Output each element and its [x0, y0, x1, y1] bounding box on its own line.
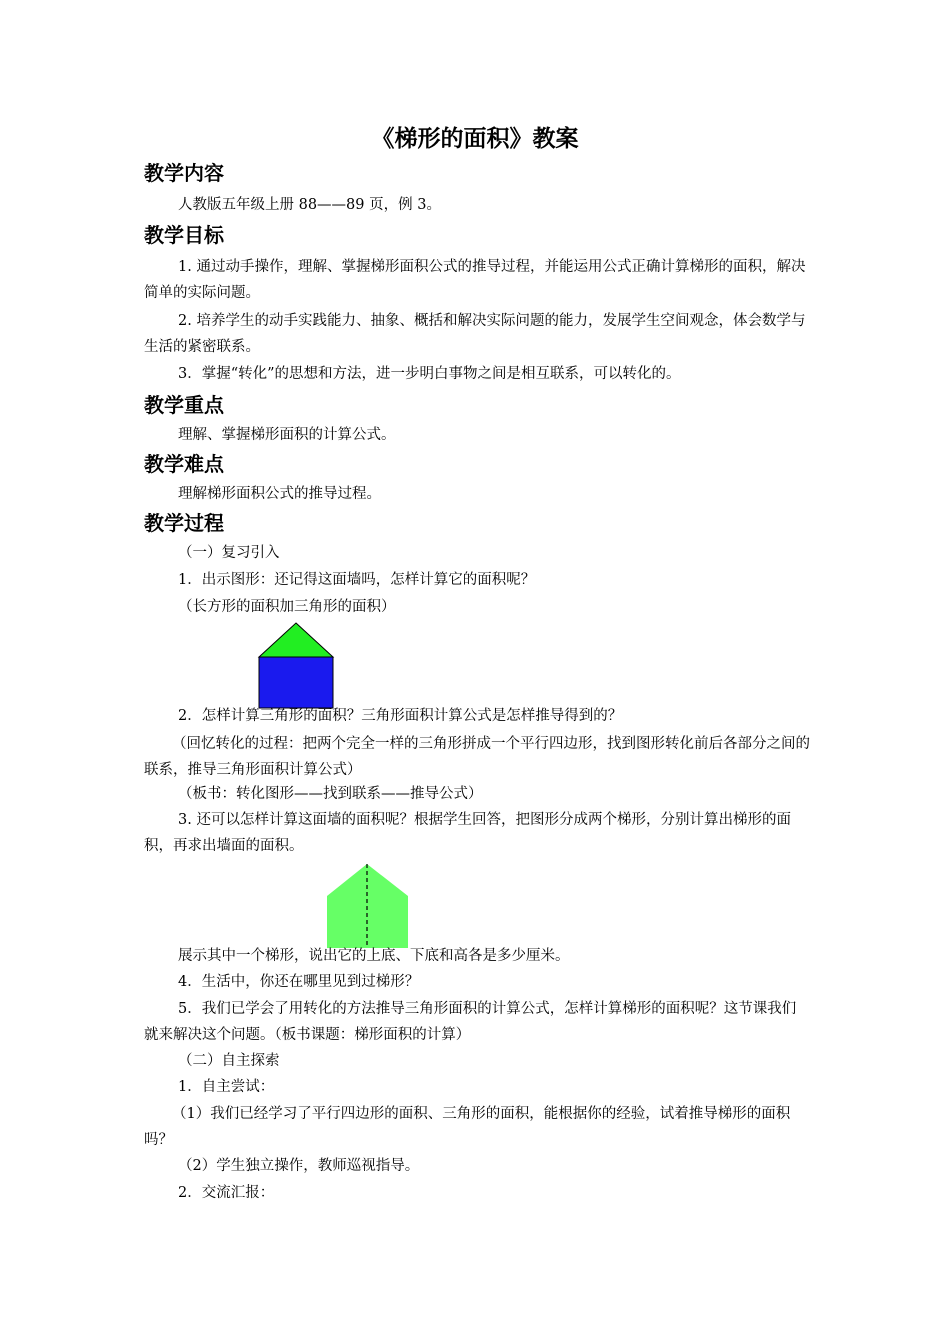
process-line: 1．出示图形：还记得这面墙吗，怎样计算它的面积呢？: [178, 572, 536, 588]
roof-triangle: [259, 623, 333, 657]
process-line: 4．生活中，你还在哪里见到过梯形？: [178, 974, 420, 990]
process-line: （板书：转化图形——找到联系——推导公式）: [178, 786, 483, 802]
goal-item-1: 1. 通过动手操作，理解、掌握梯形面积公式的推导过程，并能运用公式正确计算梯形的面积，解决简单的实际问题。: [144, 259, 806, 301]
process-line: （1）我们已经学习了平行四边形的面积、三角形的面积，能根据你的经验，试着推导梯形的面积吗？: [144, 1106, 791, 1148]
content-text: 人教版五年级上册 88——89 页，例 3。: [178, 197, 441, 213]
process-line: （二）自主探索: [178, 1053, 280, 1069]
process-line: （回忆转化的过程：把两个完全一样的三角形拼成一个平行四边形，找到图形转化前后各部分之间的联系，推导三角形面积计算公式）: [144, 736, 810, 778]
goal-item-2: 2. 培养学生的动手实践能力、抽象、概括和解决实际问题的能力，发展学生空间观念，体会数学与生活的紧密联系。: [144, 313, 806, 355]
process-line: （2）学生独立操作，教师巡视指导。: [178, 1158, 420, 1174]
process-line: （长方形的面积加三角形的面积）: [178, 599, 396, 615]
goal-item-3: 3．掌握“转化”的思想和方法，进一步明白事物之间是相互联系，可以转化的。: [178, 366, 681, 382]
process-line: 5．我们已学会了用转化的方法推导三角形面积的计算公式，怎样计算梯形的面积呢？这节课我们就来解决这个问题。（板书课题：梯形面积的计算）: [144, 1001, 797, 1043]
process-line: 展示其中一个梯形，说出它的上底、下底和高各是多少厘米。: [178, 948, 570, 964]
document-title: 《梯形的面积》教案: [371, 126, 579, 152]
heading-difficulty: 教学难点: [144, 452, 224, 476]
house-figure: [256, 622, 336, 710]
process-line: 1．自主尝试：: [178, 1079, 275, 1095]
wall-rectangle: [259, 657, 333, 708]
heading-key-point: 教学重点: [144, 393, 224, 417]
process-line: 3. 还可以怎样计算这面墙的面积呢？根据学生回答，把图形分成两个梯形，分别计算出梯形的面积，再求出墙面的面积。: [144, 812, 791, 854]
process-line: （一）复习引入: [178, 545, 280, 561]
heading-process: 教学过程: [144, 511, 224, 535]
heading-content: 教学内容: [144, 161, 224, 185]
pentagon-figure: [325, 862, 411, 950]
key-point-text: 理解、掌握梯形面积的计算公式。: [178, 427, 396, 443]
difficulty-text: 理解梯形面积公式的推导过程。: [178, 486, 381, 502]
process-line: 2．交流汇报：: [178, 1185, 275, 1201]
heading-goals: 教学目标: [144, 223, 224, 247]
process-line: 2．怎样计算三角形的面积？三角形面积计算公式是怎样推导得到的？: [178, 708, 623, 724]
